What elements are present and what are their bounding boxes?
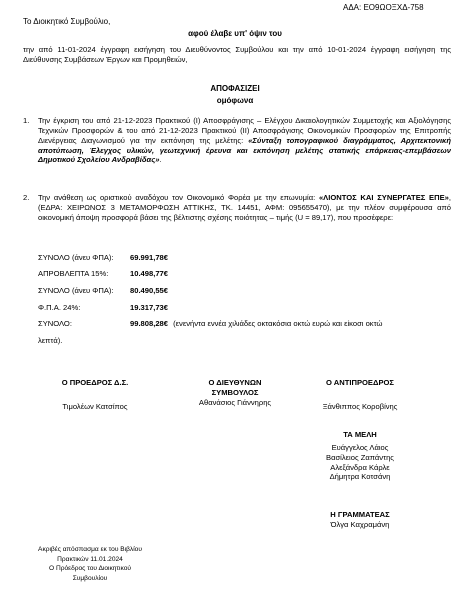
ceo-title-line-1: Ο ΔΙΕΥΘΥΝΩΝ: [208, 378, 262, 387]
ceo-name: Αθανάσιος Γιάννηρης: [198, 397, 272, 407]
decides-heading: ΑΠΟΦΑΣΙΖΕΙ: [210, 84, 260, 93]
secretary-name: Όλγα Καχραμάνη: [330, 519, 390, 529]
amount-value: 69.991,78€: [130, 253, 169, 262]
item-2-contractor: «ΛΙΟΝΤΟΣ ΚΑΙ ΣΥΝΕΡΓΑΤΕΣ ΕΠΕ»: [318, 193, 449, 202]
footer-line-1: Ακριβές απόσπασμα εκ του Βιβλίου: [38, 546, 142, 553]
item-1-number: 1.: [23, 116, 30, 125]
member-name: Ευάγγελος Λάιος: [331, 442, 389, 452]
president-name: Τιμολέων Κατσίπος: [62, 401, 128, 411]
footer-line-4: Συμβουλίου: [72, 574, 108, 582]
intro-paragraph: την από 11-01-2024 έγγραφη εισήγηση του Διευθύνοντος Συμβούλου και την από 10-01-2024 έγγραφη εισήγηση της Διεύθυνσης Συμβάσεων Έργων και Προμηθειών,: [23, 45, 451, 64]
salutation: Το Διοικητικό Συμβούλιο,: [23, 17, 111, 26]
amount-row: [38, 303, 168, 313]
amount-label: ΣΥΝΟΛΟ (άνευ ΦΠΑ):: [38, 286, 114, 295]
vice-president-title: Ο ΑΝΤΙΠΡΟΕΔΡΟΣ: [326, 378, 394, 387]
total-in-words: (ενενήντα εννέα χιλιάδες οκτακόσια οκτώ ευρώ και είκοσι οκτώ: [173, 319, 383, 328]
footer-line-2: Πρακτικών 11.01.2024: [57, 555, 123, 563]
certified-excerpt-note: [20, 545, 160, 583]
amount-row: [38, 319, 382, 329]
amount-label: ΑΠΡΟΒΛΕΠΤΑ 15%:: [38, 269, 109, 278]
member-name: Αλεξάνδρα Κάρλε: [330, 462, 390, 472]
item-1-paragraph: [38, 116, 451, 165]
amount-label: ΣΥΝΟΛΟ (άνευ ΦΠΑ):: [38, 253, 114, 262]
president-signature: [40, 378, 150, 412]
member-name: Δήμητρα Κοτσάνη: [329, 472, 391, 482]
ceo-signature: [175, 378, 295, 408]
total-in-words-end: λεπτά).: [38, 336, 63, 345]
amount-row: [38, 253, 168, 263]
amount-row: [38, 286, 168, 296]
ada-code: ΑΔΑ: ΕΟ9ΩΟΞΧΔ-758: [343, 3, 424, 12]
secretary-signature: [300, 510, 420, 530]
item-1-text: Την έγκριση του από 21-12-2023 Πρακτικού (Ι) Αποσφράγισης – Ελέγχου Δικαιολογητικών Συμμετοχής και Αξιολόγησης Τεχνικών Προσφορών & του από 21-12-2023 Πρακτικού (ΙΙ) Αποσφράγισης Οικονομικών Προσφορών της Επιτροπής Διενέργειας Διαγωνισμού για την εκπόνηση της μελέτης:: [38, 116, 451, 145]
item-1-study-title: «Σύνταξη τοπογραφικού διαγράμματος, Αρχιτεκτονική αποτύπωση, Έλεγχος υλικών, γεωτεχνική έρευνα και εκπόνηση μελέτης στατικής επάρκειας-επεμβάσεων Δημοτικού Σχολείου Ανδραβίδας»: [38, 135, 451, 165]
amount-value: 80.490,55€: [130, 286, 169, 295]
item-1-tail: .: [159, 155, 162, 165]
item-2-number: 2.: [23, 193, 30, 202]
amount-row: [38, 269, 168, 279]
amount-label: ΣΥΝΟΛΟ:: [38, 319, 72, 328]
vice-president-name: Ξάνθιππος Κοροβίνης: [322, 401, 398, 411]
members-block: [300, 430, 420, 482]
item-2-tail: , (ΕΔΡΑ: ΧΕΙΡΩΝΟΣ 3 ΜΕΤΑΜΟΡΦΩΣΗ ΑΤΤΙΚΗΣ, ΤΚ. 14451, ΑΦΜ: 095655470), με την πλέον συμφέρουσα από οικονομική άποψη προσφορά βάσει της βέλτιστης σχέσης ποιότητας – τιμής (U = 89,17), που προσέφερε:: [38, 193, 451, 222]
footer-line-3: Ο Πρόεδρος του Διοικητικού: [49, 565, 131, 573]
secretary-title: Η ΓΡΑΜΜΑΤΕΑΣ: [330, 510, 390, 519]
member-name: Βασίλειος Ζαπάντης: [326, 452, 394, 462]
amount-value: 99.808,28€: [130, 319, 169, 328]
members-title: ΤΑ ΜΕΛΗ: [343, 430, 377, 439]
amount-value: 19.317,73€: [130, 303, 169, 312]
amount-label: Φ.Π.Α. 24%:: [38, 303, 81, 312]
item-2-text: Την ανάθεση ως οριστικού αναδόχου τον Οικονομικό Φορέα με την επωνυμία:: [38, 193, 319, 202]
unanimous-heading: ομόφωνα: [216, 96, 254, 105]
after-review-heading: αφού έλαβε υπ' όψιν του: [188, 29, 282, 38]
vice-president-signature: [300, 378, 420, 412]
item-2-paragraph: [38, 193, 451, 223]
amount-value: 10.498,77€: [130, 269, 169, 278]
ceo-title-line-2: ΣΥΜΒΟΥΛΟΣ: [211, 387, 259, 397]
president-title: Ο ΠΡΟΕΔΡΟΣ Δ.Σ.: [61, 378, 129, 387]
